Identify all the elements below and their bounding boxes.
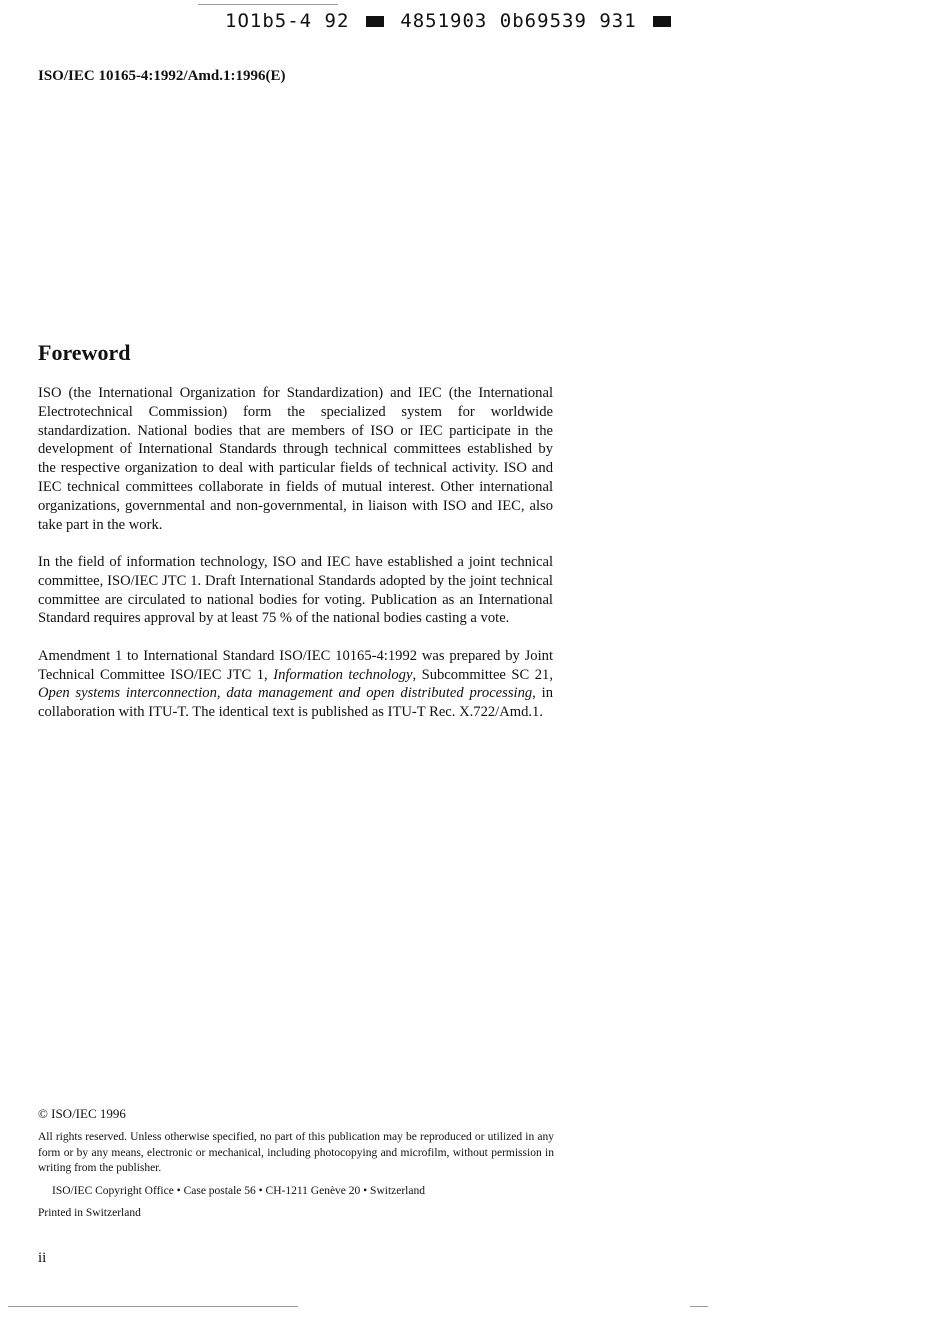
paragraph-3-italic-1: Information technology [273,666,413,683]
page-title: Foreword [38,340,131,365]
paragraph-3-text-c: , in collaboration with ITU-T. The identical text is published as ITU-T Rec. X.722/Amd.1. [38,685,553,721]
scan-barcode-line [225,10,675,32]
page-number: ii [38,1250,47,1266]
foreword-paragraph-1: ISO (the International Organization for Standardization) and IEC (the International Electrotechnical Commission) form the specialized system for worldwide standardization. National bodies that are members of ISO or IEC participate in the development of International Standards through technical committees established by the respective organization to deal with particular fields of technical activity. ISO and IEC technical committees collaborate in fields of mutual interest. Other international organizations, governmental and non-governmental, in liaison with ISO and IEC, also take part in the work. [38,385,553,533]
foreword-paragraph-2: In the field of information technology, ISO and IEC have established a joint technical committee, ISO/IEC JTC 1. Draft International Standards adopted by the joint technical committee are circulated to national bodies for voting. Publication as an International Standard requires approval by at least 75 % of the national bodies casting a vote. [38,553,553,627]
scan-block-mark [653,16,671,27]
scan-code-part-1: 1O1b5-4 92 [225,10,350,32]
copyright-block [38,1106,554,1221]
foreword-paragraph-3 [38,647,553,722]
copyright-line: © ISO/IEC 1996 [38,1106,126,1121]
bottom-scan-artifact-right [690,1306,708,1307]
scan-code-part-2: 4851903 0b69539 931 [400,10,637,32]
bottom-scan-artifact [8,1306,298,1307]
paragraph-3-text-b: , Subcommittee SC 21, [412,666,553,683]
document-id: ISO/IEC 10165-4:1992/Amd.1:1996(E) [38,68,286,84]
copyright-office-address: ISO/IEC Copyright Office • Case postale 56 • CH-1211 Genève 20 • Switzerland [52,1184,425,1197]
scan-block-mark [366,16,384,27]
paragraph-3-italic-2: Open systems interconnection, data management and open distributed processing [38,685,533,702]
paragraph-3-text-a: Amendment 1 to International Standard ISO/IEC 10165-4:1992 was prepared by Joint Technical Committee ISO/IEC JTC 1, [38,647,553,683]
foreword-body [38,384,553,741]
top-scan-artifact [198,4,338,5]
printed-in: Printed in Switzerland [38,1206,141,1219]
rights-notice: All rights reserved. Unless otherwise specified, no part of this publication may be reproduced or utilized in any form or by any means, electronic or mechanical, including photocopying and microfilm, without permission in writing from the publisher. [38,1131,554,1175]
